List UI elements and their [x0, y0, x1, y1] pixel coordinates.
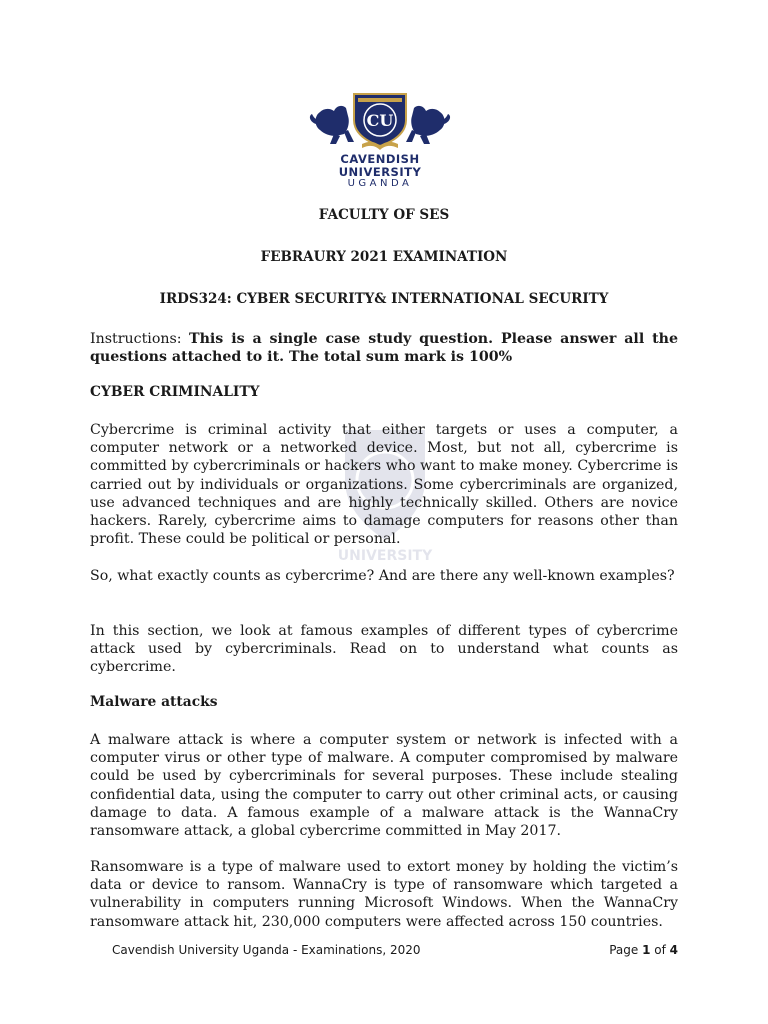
- page-current: 1: [642, 943, 651, 957]
- watermark-text: UNIVERSITY: [337, 548, 433, 564]
- footer-institution: Cavendish University Uganda - Examinations, 2020: [112, 943, 421, 957]
- instructions: [90, 330, 678, 366]
- paragraph: A malware attack is where a computer system or network is infected with a computer virus or other type of malware. A computer compromised by malware could be used by cybercriminals for several purposes. These include stealing confidential data, using the computer to carry out other criminal acts, or causing damage to data. A famous example of a malware attack is the WannaCry ransomware attack, a global cybercrime committed in May 2017.: [90, 732, 678, 840]
- page-total: 4: [669, 943, 678, 957]
- paragraph: Cybercrime is criminal activity that either targets or uses a computer, a computer network or a networked device. Most, but not all, cybercrime is committed by cybercriminals or hackers who want to make money. Cybercrime is carried out by individuals or organizations. Some cybercriminals are organized, use advanced techniques and are highly technically skilled. Others are novice hackers. Rarely, cybercrime aims to damage computers for reasons other than profit. These could be political or personal.: [90, 422, 678, 548]
- faculty-heading: FACULTY OF SES: [318, 207, 450, 223]
- instructions-label: Instructions:: [90, 331, 190, 347]
- page-label: Page: [609, 943, 643, 957]
- page-number: [609, 943, 678, 957]
- logo-line-1: CAVENDISH: [340, 152, 420, 166]
- of-label: of: [650, 943, 670, 957]
- section-title-cyber-criminality: CYBER CRIMINALITY: [90, 384, 260, 400]
- course-heading: IRDS324: CYBER SECURITY& INTERNATIONAL SECURITY: [159, 291, 609, 307]
- exam-heading: FEBRAURY 2021 EXAMINATION: [260, 249, 508, 265]
- page-footer: [112, 943, 678, 963]
- paragraph: Ransomware is a type of malware used to extort money by holding the victim’s data or device to ransom. WannaCry is type of ransomware which targeted a vulnerability in computers running Microsoft Windows. When the WannaCry ransomware attack hit, 230,000 computers were affected across 150 countries.: [90, 859, 678, 930]
- logo-line-3: UGANDA: [347, 178, 413, 189]
- university-logo: [300, 86, 460, 190]
- section-title-malware-attacks: Malware attacks: [90, 694, 218, 710]
- crest-icon: [300, 86, 460, 150]
- logo-line-2: UNIVERSITY: [338, 165, 422, 179]
- paragraph: In this section, we look at famous examples of different types of cybercrime attack used by cybercriminals. Read on to understand what counts as cybercrime.: [90, 623, 678, 676]
- paragraph: So, what exactly counts as cybercrime? And are there any well-known examples?: [90, 568, 675, 584]
- instructions-text: This is a single case study question. Please answer all the questions attached to it. The total sum mark is 100%: [90, 331, 679, 366]
- svg-text:CU: CU: [366, 111, 394, 130]
